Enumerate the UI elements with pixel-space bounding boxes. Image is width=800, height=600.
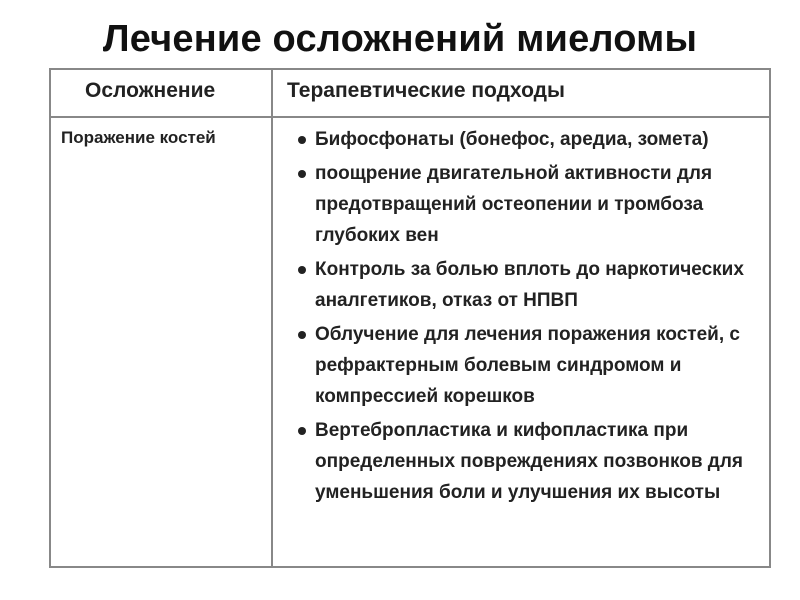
bullet-icon [298,136,306,144]
header-therapy: Терапевтические подходы [287,79,565,102]
therapy-text: Бифосфонаты (бонефос, аредиа, зомета) [315,129,709,150]
list-item [295,124,755,155]
list-item [295,158,755,251]
table-header-row [49,68,769,118]
bullet-icon [298,331,306,339]
list-item [295,254,755,316]
list-item [295,415,755,508]
therapy-text: Вертебропластика и кифопластика при определенных повреждениях позвонков для уменьшения боли и улучшения их высоты [315,420,743,503]
complications-table [49,68,769,566]
complication-cell: Поражение костей [61,128,216,147]
bullet-icon [298,266,306,274]
therapy-list [295,124,755,511]
list-item [295,319,755,412]
bullet-icon [298,170,306,178]
slide-title: Лечение осложнений миеломы [102,18,698,60]
bullet-icon [298,427,306,435]
column-divider [271,68,273,566]
header-complication: Осложнение [85,79,216,102]
therapy-text: поощрение двигательной активности для предотвращений остеопении и тромбоза глубоких вен [315,163,713,246]
therapy-text: Контроль за болью вплоть до наркотических аналгетиков, отказ от НПВП [315,259,744,311]
therapy-text: Облучение для лечения поражения костей, с рефрактерным болевым синдромом и компрессией корешков [315,324,740,407]
